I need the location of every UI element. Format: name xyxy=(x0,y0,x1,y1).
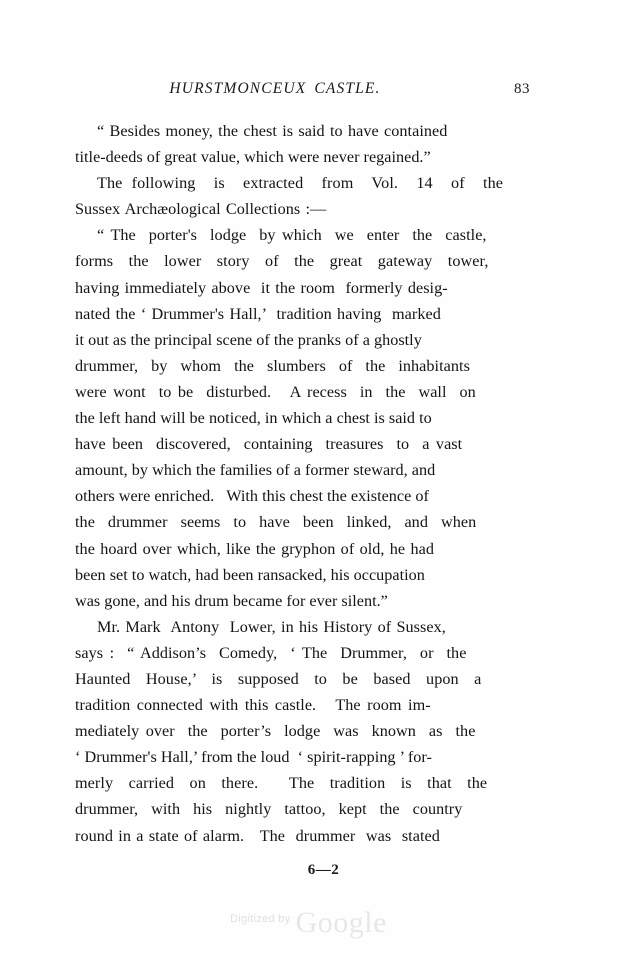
text-line: ‘ Drummer's Hall,’ from the loud ‘ spirit-rapping ’ for- xyxy=(75,748,432,767)
text-line: have been discovered, containing treasures to a vast xyxy=(75,435,463,454)
text-line: Haunted House,’ is supposed to be based upon a xyxy=(75,669,482,688)
text-line: others were enriched. With this chest the existence of xyxy=(75,487,429,506)
text-line: mediately over the porter’s lodge was known as the xyxy=(75,722,476,741)
text-line: drummer, by whom the slumbers of the inhabitants xyxy=(75,356,470,375)
text-line: the hoard over which, like the gryphon of old, he had xyxy=(75,539,434,558)
text-line: been set to watch, had been ransacked, his occupation xyxy=(75,565,425,584)
text-line: merly carried on there. The tradition is that the xyxy=(75,774,488,793)
text-line: round in a state of alarm. The drummer was stated xyxy=(75,826,440,845)
text-line: “ The porter's lodge by which we enter the castle, xyxy=(97,226,487,245)
text-line: title-deeds of great value, which were never regained.” xyxy=(75,148,431,167)
text-line: nated the ‘ Drummer's Hall,’ tradition having marked xyxy=(75,304,441,323)
text-line: “ Besides money, the chest is said to have contained xyxy=(97,122,448,140)
text-line: was gone, and his drum became for ever silent.” xyxy=(75,591,388,610)
running-title: HURSTMONCEUX CASTLE. xyxy=(169,80,381,97)
text-line: drummer, with his nightly tattoo, kept the country xyxy=(75,800,463,819)
text-line: having immediately above it the room formerly desig- xyxy=(75,278,448,297)
body-text-block xyxy=(75,118,531,849)
text-line: The following is extracted from Vol. 14 of the xyxy=(97,174,504,193)
text-line: it out as the principal scene of the pranks of a ghostly xyxy=(75,330,422,349)
text-line: Sussex Archæological Collections :— xyxy=(75,200,327,219)
text-line: forms the lower story of the great gateway tower, xyxy=(75,252,489,271)
signature-mark-row xyxy=(0,862,617,879)
text-line: amount, by which the families of a former steward, and xyxy=(75,461,436,480)
page-number: 83 xyxy=(514,81,530,97)
running-head xyxy=(75,80,530,106)
text-line: were wont to be disturbed. A recess in the wall on xyxy=(75,382,476,401)
text-line: the left hand will be noticed, in which a chest is said to xyxy=(75,409,432,428)
text-line: says : “ Addison’s Comedy, ‘ The Drummer, or the xyxy=(75,643,467,662)
google-scan-watermark xyxy=(0,906,617,940)
signature-mark: 6—2 xyxy=(307,862,340,878)
text-line: tradition connected with this castle. The room im- xyxy=(75,696,431,715)
text-line: the drummer seems to have been linked, and when xyxy=(75,513,477,532)
google-logo-text: Google xyxy=(295,906,387,939)
text-line: Mr. Mark Antony Lower, in his History of Sussex, xyxy=(97,617,446,636)
watermark-by-text: Digitized by xyxy=(230,913,291,925)
